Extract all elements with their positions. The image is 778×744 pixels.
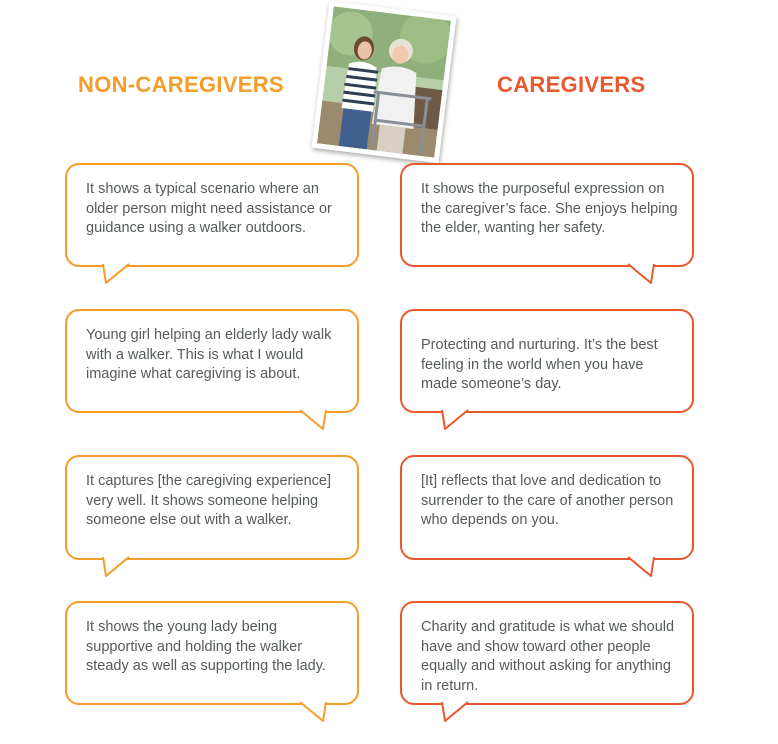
caregiver-quote-bubble bbox=[400, 309, 694, 413]
non-caregiver-quote-bubble bbox=[65, 163, 359, 267]
quote-text: It shows the young lady being supportive and holding the walker steady as well as supporting the lady. bbox=[86, 619, 326, 675]
quote-text: Young girl helping an elderly lady walk with a walker. This is what I would imagine what caregiving is about. bbox=[86, 327, 332, 383]
caregiving-photo bbox=[311, 1, 456, 163]
quote-text: It captures [the caregiving experience] very well. It shows someone helping someone else out with a walker. bbox=[86, 473, 332, 529]
speech-bubble-tail bbox=[103, 557, 129, 577]
speech-bubble-tail bbox=[300, 410, 326, 430]
caregivers-heading: CAREGIVERS bbox=[497, 72, 646, 97]
quote-text: Protecting and nurturing. It’s the best feeling in the world when you have made someone’s day. bbox=[421, 337, 658, 393]
quote-text: It shows a typical scenario where an older person might need assistance or guidance using a walker outdoors. bbox=[86, 181, 332, 237]
speech-bubble-tail bbox=[628, 557, 654, 577]
caregiver-quote-bubble bbox=[400, 601, 694, 705]
non-caregivers-heading: NON-CAREGIVERS bbox=[78, 72, 284, 97]
quote-text: Charity and gratitude is what we should have and show toward other people equally and without asking for anything in return. bbox=[421, 619, 675, 694]
speech-bubble-tail bbox=[300, 702, 326, 722]
non-caregiver-quote-bubble bbox=[65, 455, 359, 560]
quote-text: It shows the purposeful expression on the caregiver’s face. She enjoys helping the elder, wanting her safety. bbox=[421, 181, 678, 237]
speech-bubble-tail bbox=[442, 702, 468, 722]
speech-bubble-tail bbox=[103, 264, 129, 284]
speech-bubble-tail bbox=[442, 410, 468, 430]
quote-text: [It] reflects that love and dedication to surrender to the care of another person who depends on you. bbox=[421, 473, 674, 529]
speech-bubble-tail bbox=[628, 264, 654, 284]
caregiver-quote-bubble bbox=[400, 163, 694, 267]
non-caregiver-quote-bubble bbox=[65, 601, 359, 705]
photo-illustration bbox=[317, 6, 451, 157]
caregiver-quote-bubble bbox=[400, 455, 694, 560]
non-caregiver-quote-bubble bbox=[65, 309, 359, 413]
